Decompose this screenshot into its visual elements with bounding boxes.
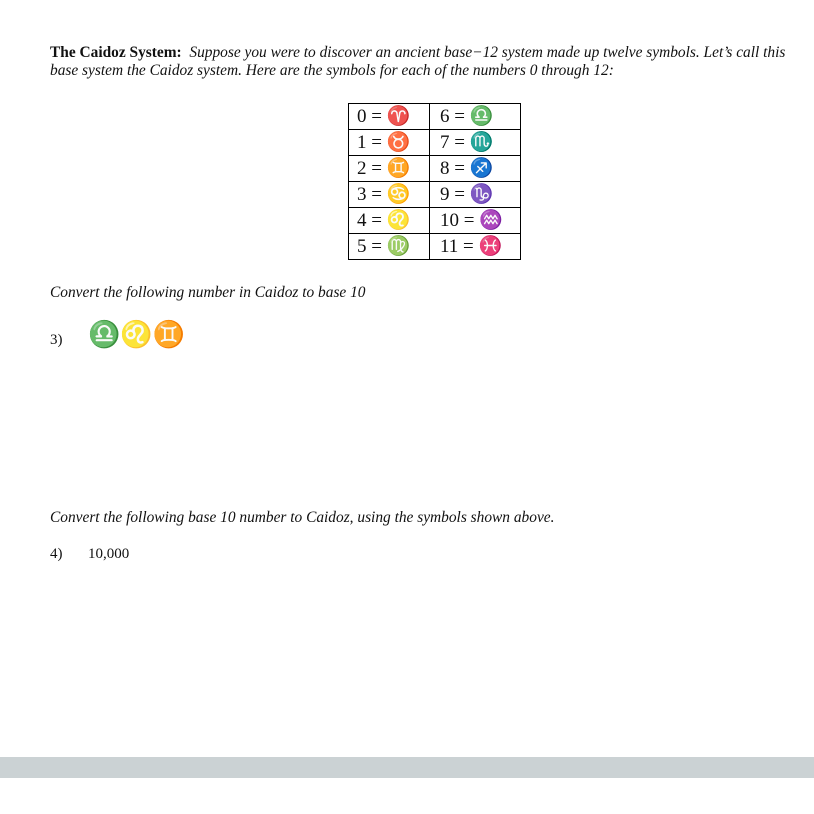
table-row <box>349 234 521 260</box>
table-row <box>349 104 521 130</box>
table-row <box>349 182 521 208</box>
intro-heading: The Caidoz System: <box>50 44 182 61</box>
question-3-number: 3) <box>50 332 63 348</box>
symbol-cell: 2 = ♊ <box>349 156 430 182</box>
symbol-cell: 11 = ♓ <box>430 234 521 260</box>
symbol-cell: 1 = ♉ <box>349 130 430 156</box>
symbol-cell: 8 = ♐ <box>430 156 521 182</box>
symbol-cell: 9 = ♑ <box>430 182 521 208</box>
table-row <box>349 208 521 234</box>
caidoz-number: ♎♌♊ <box>88 320 186 349</box>
symbol-cell: 10 = ♒ <box>430 208 521 234</box>
table-row <box>349 156 521 182</box>
symbol-cell: 5 = ♍ <box>349 234 430 260</box>
symbol-cell: 7 = ♏ <box>430 130 521 156</box>
footer-bar <box>0 757 814 778</box>
question-4-prompt: Convert the following base 10 number to Caidoz, using the symbols shown above. <box>50 509 555 526</box>
symbol-cell: 4 = ♌ <box>349 208 430 234</box>
question-4-number: 4) <box>50 546 63 562</box>
intro-paragraph <box>50 44 802 80</box>
symbol-cell: 3 = ♋ <box>349 182 430 208</box>
table-row <box>349 130 521 156</box>
symbol-cell: 6 = ♎ <box>430 104 521 130</box>
symbol-table <box>348 103 521 260</box>
intro-text: Suppose you were to discover an ancient base−12 system made up twelve symbols. Let’s call this base system the Caidoz system. Here are the symbols for each of the numbers 0 through 12: <box>50 44 786 79</box>
symbol-cell: 0 = ♈ <box>349 104 430 130</box>
question-3-prompt: Convert the following number in Caidoz to base 10 <box>50 284 366 301</box>
question-4-value: 10,000 <box>88 546 130 562</box>
